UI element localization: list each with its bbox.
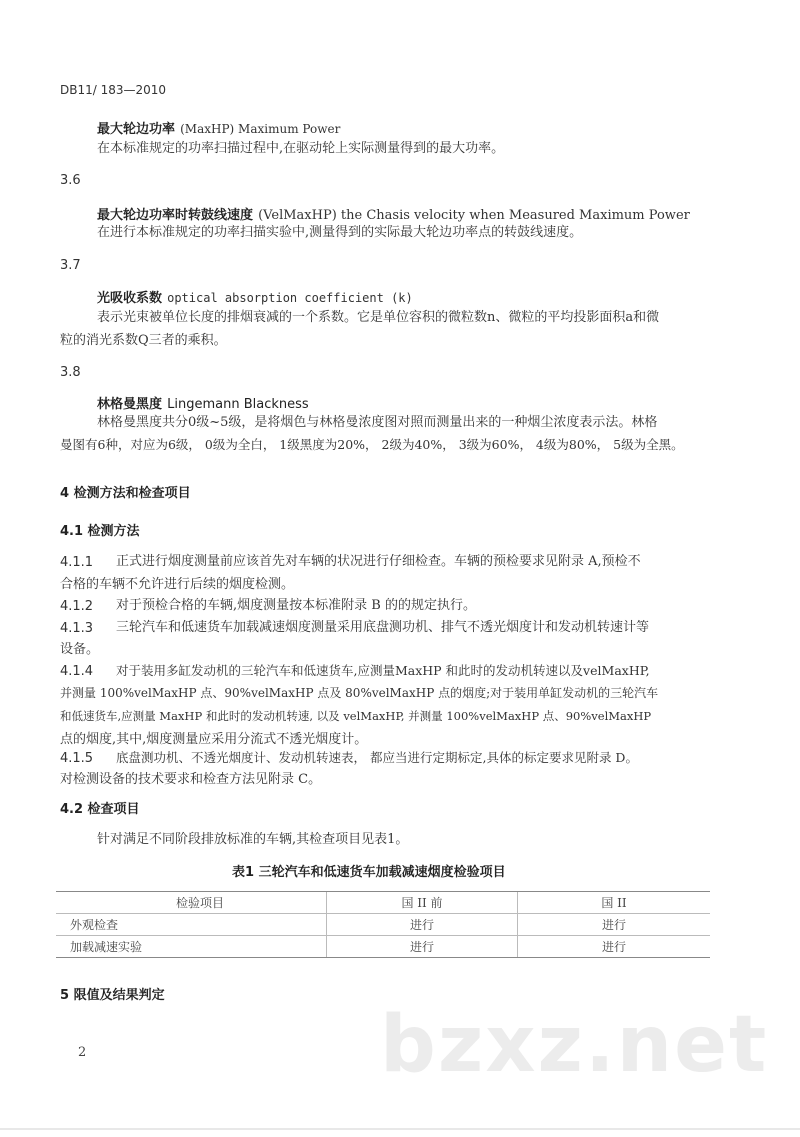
clause-4-1-5-line2: 对检测设备的技术要求和检查方法见附录 C。 (60, 772, 322, 787)
table-cell: 外观检查 (56, 914, 327, 936)
page-bottom-edge (0, 1128, 800, 1130)
clause-3-8-number: 3.8 (60, 365, 81, 380)
table-cell: 进行 (327, 914, 518, 936)
definition-3-8-line2: 曼图有6种，对应为6级， 0级为全白， 1级黑度为20%， 2级为40%， 3级为60%， 4级为80%， 5级为全黑。 (60, 437, 684, 452)
definition-3-6: 在进行本标准规定的功率扫描实验中,测量得到的实际最大轮边功率点的转鼓线速度。 (97, 225, 583, 240)
clause-4-1-4-line1: 对于装用多缸发动机的三轮汽车和低速货车,应测量MaxHP 和此时的发动机转速以及velMaxHP, (116, 663, 650, 678)
table-row (56, 936, 710, 958)
term-3-8-zh: 林格曼黑度 (97, 397, 163, 412)
clause-4-1-3-line1: 三轮汽车和低速货车加载减速烟度测量采用底盘测功机、排气不透光烟度计和发动机转速计等 (116, 620, 650, 635)
table-cell: 进行 (518, 914, 711, 936)
definition-3-5: 在本标准规定的功率扫描过程中,在驱动轮上实际测量得到的最大功率。 (97, 141, 505, 156)
clause-4-1-4-number: 4.1.4 (60, 664, 94, 679)
definition-3-8-line1: 林格曼黑度共分0级~5级，是将烟色与林格曼浓度图对照而测量出来的一种烟尘浓度表示法。林格 (97, 415, 658, 430)
table-header-row (56, 892, 710, 914)
table-1-caption: 表1 三轮汽车和低速货车加载减速烟度检验项目 (232, 865, 506, 880)
term-3-8 (97, 393, 309, 412)
term-3-6-zh: 最大轮边功率时转鼓线速度 (97, 208, 254, 223)
clause-4-1-2-line1: 对于预检合格的车辆,烟度测量按本标准附录 B 的的规定执行。 (116, 598, 476, 613)
section-4-title: 4 检测方法和检查项目 (60, 486, 191, 501)
clause-4-1-2-number: 4.1.2 (60, 599, 94, 614)
section-4-2-title: 4.2 检查项目 (60, 802, 140, 817)
clause-4-1-4-line3: 和低速货车,应测量 MaxHP 和此时的发动机转速, 以及 velMaxHP, 并测量 100%velMaxHP 点、90%velMaxHP (60, 709, 652, 723)
clause-4-1-3-number: 4.1.3 (60, 621, 94, 636)
table-cell: 加载减速实验 (56, 936, 327, 958)
definition-3-7-line1: 表示光束被单位长度的排烟衰减的一个系数。它是单位容积的微粒数n、微粒的平均投影面积a和微 (97, 310, 660, 325)
term-3-8-en: Lingemann Blackness (167, 397, 309, 412)
term-3-5-en: (MaxHP) Maximum Power (180, 122, 341, 136)
table-header-cell: 国 II 前 (327, 892, 518, 914)
table-header-cell: 检验项目 (56, 892, 327, 914)
clause-4-1-1-line2: 合格的车辆不允许进行后续的烟度检测。 (60, 577, 295, 592)
clause-4-1-4-line4: 点的烟度,其中,烟度测量应采用分流式不透光烟度计。 (60, 732, 368, 747)
section-5-title: 5 限值及结果判定 (60, 988, 165, 1003)
clause-4-1-5-line1: 底盘测功机、不透光烟度计、发动机转速表， 都应当进行定期标定,具体的标定要求见附录 D。 (116, 750, 638, 765)
clause-3-6-number: 3.6 (60, 173, 81, 188)
clause-4-1-5-number: 4.1.5 (60, 751, 94, 766)
page-number: 2 (78, 1045, 87, 1060)
table-cell: 进行 (518, 936, 711, 958)
table-row (56, 914, 710, 936)
table-cell: 进行 (327, 936, 518, 958)
section-4-1-title: 4.1 检测方法 (60, 524, 140, 539)
clause-4-1-3-line2: 设备。 (60, 642, 100, 657)
document-code: DB11/ 183—2010 (60, 83, 167, 97)
term-3-7-zh: 光吸收系数 (97, 291, 163, 306)
term-3-6-en: (VelMaxHP) the Chasis velocity when Measured Maximum Power (258, 208, 690, 223)
clause-4-1-1-line1: 正式进行烟度测量前应该首先对车辆的状况进行仔细检查。车辆的预检要求见附录 A,预检不 (116, 554, 641, 569)
clause-3-7-number: 3.7 (60, 258, 81, 273)
term-3-7-en: optical absorption coefficient (k) (167, 291, 413, 305)
table-1 (56, 891, 710, 958)
section-4-2-paragraph: 针对满足不同阶段排放标准的车辆,其检查项目见表1。 (97, 832, 409, 847)
clause-4-1-1-number: 4.1.1 (60, 555, 94, 570)
clause-4-1-4-line2: 并测量 100%velMaxHP 点、90%velMaxHP 点及 80%velMaxHP 点的烟度;对于装用单缸发动机的三轮汽车 (60, 686, 659, 700)
term-3-5-zh: 最大轮边功率 (97, 122, 176, 137)
table-header-cell: 国 II (518, 892, 711, 914)
definition-3-7-line2: 粒的消光系数Q三者的乘积。 (60, 333, 227, 348)
watermark: bzxz.net (380, 1000, 769, 1090)
